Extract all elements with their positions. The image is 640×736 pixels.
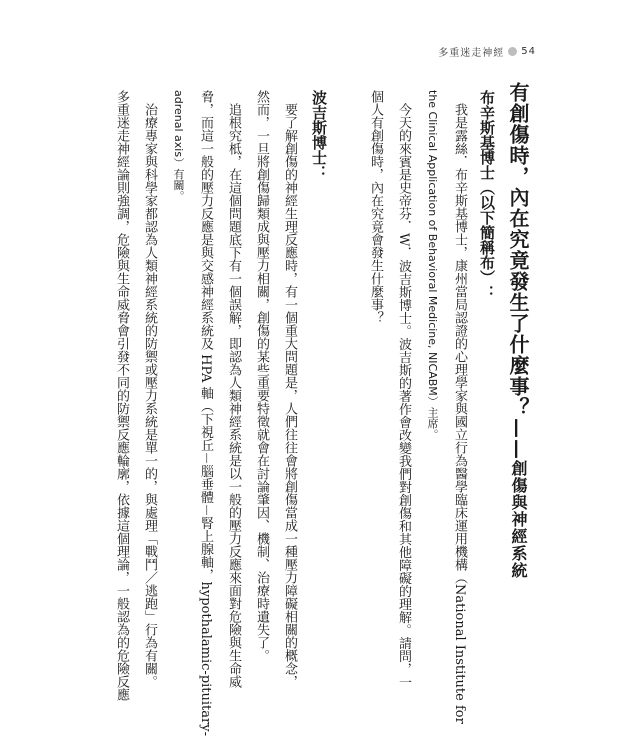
title-dash: —— bbox=[506, 418, 530, 460]
body-line: 然而，一旦將創傷歸類成與壓力相關，創傷的某些重要特徵就會在討論肇因、機制、治療時遺失了。 bbox=[254, 90, 269, 662]
chapter-title bbox=[508, 82, 528, 579]
body-line: 追根究柢，在這個問題底下有一個誤解，即認為人類神經系統是以一般的壓力反應來面對危險與生命威 bbox=[226, 103, 241, 688]
body-line: adrenal axis）有關。 bbox=[172, 90, 185, 202]
body-line: 我是露絲．布辛斯基博士，康州當局認證的心理學家與國立行為醫學臨床運用機構（National Institute for bbox=[452, 103, 467, 724]
body-line: 治療專家與科學家都認為人類神經系統的防禦或壓力系統是單一的，與處理「戰鬥／逃跑」行為有關。 bbox=[142, 103, 157, 688]
body-line: 今天的來賓是史帝芬．W．波吉斯博士。波吉斯的著作會改變我們對創傷和其他障礙的理解。請問，一 bbox=[396, 103, 411, 689]
running-head bbox=[438, 44, 536, 59]
chapter-title-sub: 創傷與神經系統 bbox=[509, 460, 528, 579]
body-line: 個人有創傷時，內在究竟會發生什麼事？ bbox=[368, 90, 383, 324]
book-title: 多重迷走神經 bbox=[438, 48, 505, 59]
body-line: the Clinical Application of Behavioral Medicine, NICABM）主席。 bbox=[426, 90, 439, 440]
speaker-label: 波吉斯博士： bbox=[310, 90, 328, 180]
speaker-label: 布辛斯基博士（以下簡稱布）： bbox=[478, 90, 496, 300]
page-number: 54 bbox=[521, 46, 536, 57]
body-line: 要了解創傷的神經生理反應時，有一個重大問題是，人們往往會將創傷當成一種壓力障礙相關的概念， bbox=[282, 103, 297, 688]
page-marker-dot-icon bbox=[508, 47, 517, 56]
body-line: 脅，而這一般的壓力反應是與交感神經系統及 HPA 軸（下視丘－腦垂體－腎上腺軸，hypothalamic-pituitary- bbox=[198, 90, 213, 736]
body-line: 多重迷走神經論則強調，危險與生命威脅會引發不同的防禦反應輪廓，依據這個理論，一般認為的危險反應 bbox=[114, 90, 129, 701]
chapter-title-main: 有創傷時，內在究竟發生了什麼事？ bbox=[506, 82, 530, 418]
